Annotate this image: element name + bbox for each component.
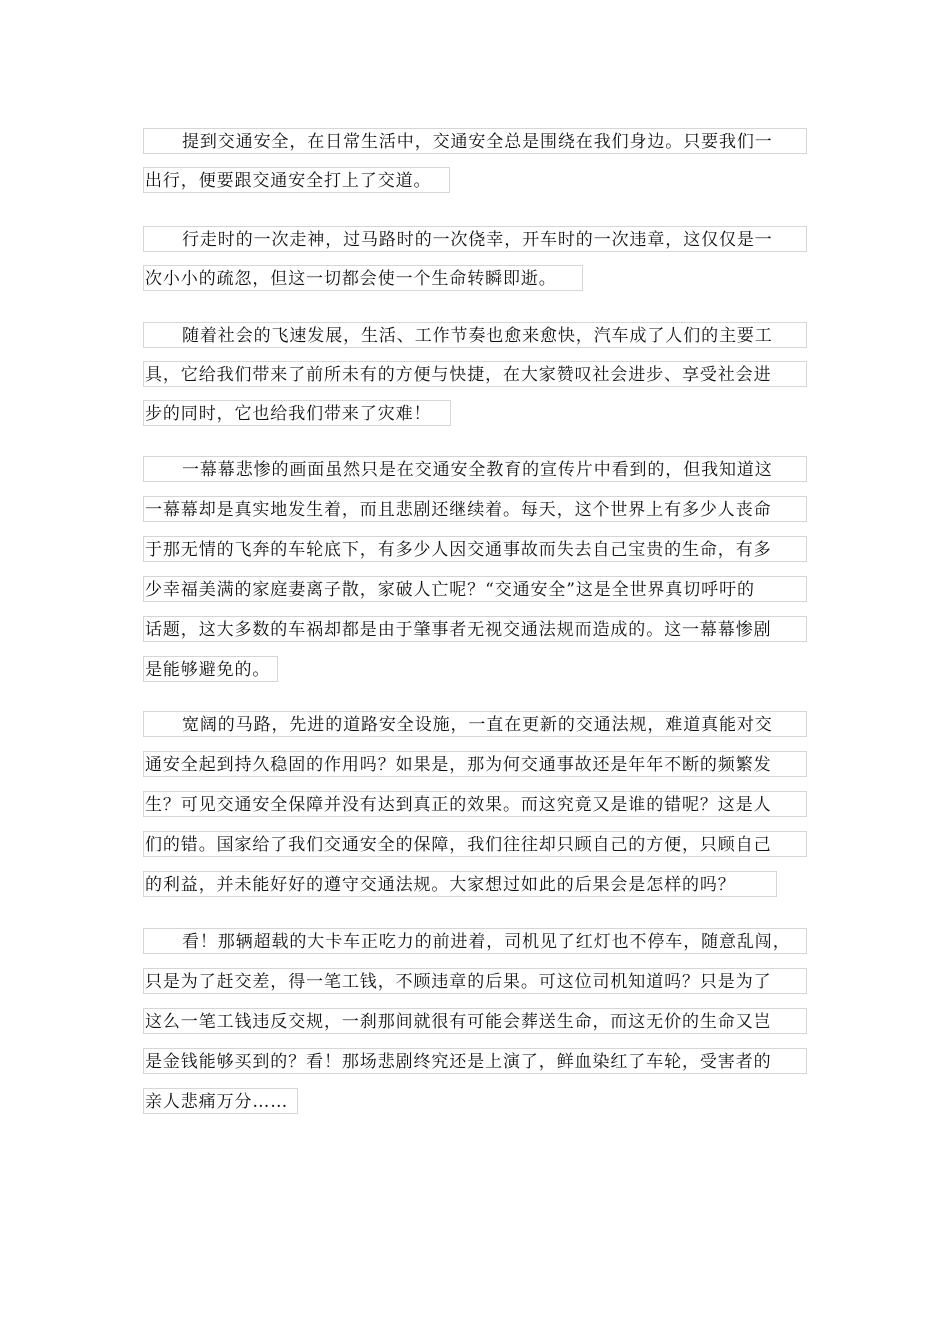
text-line: 提到交通安全，在日常生活中，交通安全总是围绕在我们身边。只要我们一 bbox=[143, 128, 807, 154]
text-line: 们的错。国家给了我们交通安全的保障，我们往往却只顾自己的方便，只顾自己 bbox=[143, 831, 807, 857]
text-line: 一幕幕却是真实地发生着，而且悲剧还继续着。每天，这个世界上有多少人丧命 bbox=[143, 496, 807, 522]
text-line: 通安全起到持久稳固的作用吗？如果是，那为何交通事故还是年年不断的频繁发 bbox=[143, 751, 807, 777]
text-line: 少幸福美满的家庭妻离子散，家破人亡呢？“交通安全”这是全世界真切呼吁的 bbox=[143, 576, 807, 602]
text-line: 是金钱能够买到的？看！那场悲剧终究还是上演了，鲜血染红了车轮，受害者的 bbox=[143, 1048, 807, 1074]
text-line: 于那无情的飞奔的车轮底下，有多少人因交通事故而失去自己宝贵的生命，有多 bbox=[143, 536, 807, 562]
text-line: 一幕幕悲惨的画面虽然只是在交通安全教育的宣传片中看到的，但我知道这 bbox=[143, 456, 807, 482]
text-line: 宽阔的马路，先进的道路安全设施，一直在更新的交通法规，难道真能对交 bbox=[143, 711, 807, 737]
text-line: 亲人悲痛万分…… bbox=[143, 1088, 298, 1114]
text-line: 只是为了赶交差，得一笔工钱，不顾违章的后果。可这位司机知道吗？只是为了 bbox=[143, 968, 807, 994]
text-line: 步的同时，它也给我们带来了灾难！ bbox=[143, 400, 451, 426]
text-line: 这么一笔工钱违反交规，一刹那间就很有可能会葬送生命，而这无价的生命又岂 bbox=[143, 1008, 807, 1034]
text-line: 是能够避免的。 bbox=[143, 656, 278, 682]
text-line: 出行，便要跟交通安全打上了交道。 bbox=[143, 167, 450, 193]
text-line: 话题，这大多数的车祸却都是由于肇事者无视交通法规而造成的。这一幕幕惨剧 bbox=[143, 616, 807, 642]
text-line: 具，它给我们带来了前所未有的方便与快捷，在大家赞叹社会进步、享受社会进 bbox=[143, 361, 807, 387]
text-line: 看！那辆超载的大卡车正吃力的前进着，司机见了红灯也不停车，随意乱闯， bbox=[143, 928, 807, 954]
text-line: 随着社会的飞速发展，生活、工作节奏也愈来愈快，汽车成了人们的主要工 bbox=[143, 322, 807, 348]
text-line: 的利益，并未能好好的遵守交通法规。大家想过如此的后果会是怎样的吗？ bbox=[143, 871, 777, 897]
text-line: 次小小的疏忽，但这一切都会使一个生命转瞬即逝。 bbox=[143, 265, 583, 291]
text-line: 行走时的一次走神，过马路时的一次侥幸，开车时的一次违章，这仅仅是一 bbox=[143, 226, 807, 252]
text-line: 生？可见交通安全保障并没有达到真正的效果。而这究竟又是谁的错呢？这是人 bbox=[143, 791, 807, 817]
